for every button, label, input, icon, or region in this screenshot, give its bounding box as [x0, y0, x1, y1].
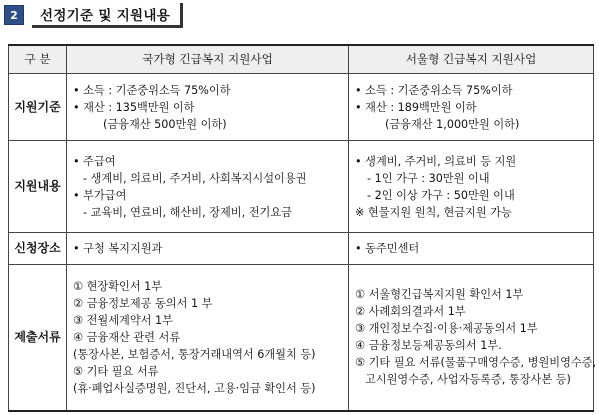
- comparison-table: [8, 44, 597, 412]
- text-line: ③ 개인정보수집·이용·제공동의서 1부: [355, 322, 538, 336]
- text-line: - 2인 이상 가구 : 50만원 이내: [367, 188, 515, 202]
- text-line: - 1인 가구 : 30만원 이내: [367, 171, 490, 185]
- text-line: ③ 전월세계약서 1부: [73, 313, 173, 327]
- text-line: - 교육비, 연료비, 해산비, 장제비, 전기요금: [83, 205, 292, 219]
- text-line: • 재산 : 135백만원 이하: [73, 100, 195, 114]
- text-line: • 동주민센터: [355, 242, 420, 255]
- table-row: [9, 233, 594, 265]
- seoul-documents-cell: [349, 265, 597, 411]
- text-line: 고시원영수증, 사업자등록증, 통장사본 등): [365, 373, 571, 387]
- text-line: • 생계비, 주거비, 의료비 등 지원: [355, 154, 517, 168]
- section-heading: [4, 3, 183, 27]
- text-line: ② 사례회의결과서 1부: [355, 305, 466, 319]
- national-documents-cell: [67, 265, 349, 411]
- table-header-row: [9, 45, 594, 74]
- row-label-support: 지원내용: [9, 141, 67, 233]
- text-line: (금융재산 1,000만원 이하): [385, 117, 520, 131]
- table-row: [9, 265, 594, 411]
- text-line: • 부가급여: [73, 188, 127, 202]
- text-line: ⑤ 기타 필요 서류: [73, 364, 159, 378]
- text-line: (휴·폐업사실증명원, 진단서, 고용·임금 확인서 등): [73, 381, 316, 395]
- seoul-support-cell: [349, 141, 594, 233]
- table-row: [9, 141, 594, 233]
- text-line: ① 서울형긴급복지지원 확인서 1부: [355, 288, 524, 302]
- header-seoul: 서울형 긴급복지 지원사업: [349, 45, 594, 74]
- text-line: • 주급여: [73, 154, 116, 168]
- seoul-criteria-cell: [349, 74, 594, 141]
- header-national: 국가형 긴급복지 지원사업: [67, 45, 349, 74]
- seoul-location-cell: [349, 233, 594, 265]
- national-support-cell: [67, 141, 349, 233]
- row-label-criteria: 지원기준: [9, 74, 67, 141]
- section-number-badge: 2: [4, 5, 24, 25]
- text-line: - 생계비, 의료비, 주거비, 사회복지시설이용권: [83, 171, 307, 185]
- comparison-table-container: [8, 44, 597, 414]
- text-line: • 소득 : 기준중위소득 75%이하: [355, 83, 513, 97]
- national-location-cell: [67, 233, 349, 265]
- text-line: ⑤ 기타 필요 서류(물품구매영수증, 병원비영수증,: [355, 356, 597, 370]
- section-title: 선정기준 및 지원내용: [32, 3, 183, 28]
- header-category: 구 분: [9, 45, 67, 74]
- table-row: [9, 74, 594, 141]
- text-line: ① 현장확인서 1부: [73, 279, 163, 293]
- text-line: • 재산 : 189백만원 이하: [355, 100, 477, 114]
- text-line: • 구청 복지지원과: [73, 242, 163, 255]
- national-criteria-cell: [67, 74, 349, 141]
- row-label-location: 신청장소: [9, 233, 67, 265]
- text-line: ④ 금융재산 관련 서류: [73, 330, 181, 344]
- text-line: (금융재산 500만원 이하): [103, 117, 227, 131]
- text-line: (통장사본, 보험증서, 통장거래내역서 6개월치 등): [73, 347, 316, 361]
- row-label-documents: 제출서류: [9, 265, 67, 411]
- text-line: • 소득 : 기준중위소득 75%이하: [73, 83, 231, 97]
- text-line: ④ 금융정보등제공동의서 1부.: [355, 339, 502, 353]
- text-line: ※ 현물지원 원칙, 현금지원 가능: [355, 205, 512, 219]
- text-line: ② 금융정보제공 동의서 1 부: [73, 296, 213, 310]
